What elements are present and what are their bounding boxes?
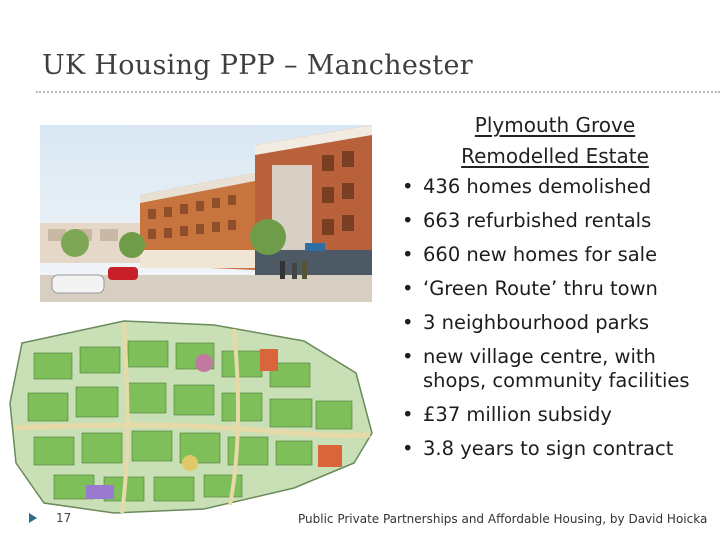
estate-site-plan-image <box>4 313 377 518</box>
bullet-icon: • <box>402 437 414 460</box>
bullet-icon: • <box>402 403 414 426</box>
bullet-icon: • <box>402 175 414 198</box>
facts-list <box>392 175 712 461</box>
list-item: • £37 million subsidy <box>402 403 612 426</box>
estate-heading-line2: Remodelled Estate <box>461 144 649 168</box>
bullet-icon: • <box>402 345 414 368</box>
list-item: • new village centre, with shops, community facilities <box>402 345 690 392</box>
bullet-icon: • <box>402 277 414 300</box>
footer-text: Public Private Partnerships and Affordable Housing, by David Hoicka <box>298 512 708 526</box>
slide-title: UK Housing PPP – Manchester <box>42 50 473 81</box>
list-item: • 3.8 years to sign contract <box>402 437 674 460</box>
bullet-icon: • <box>402 209 414 232</box>
list-item: • 663 refurbished rentals <box>402 209 652 232</box>
slide-number: 17 <box>56 511 72 525</box>
list-item: • ‘Green Route’ thru town <box>402 277 658 300</box>
bullet-icon: • <box>402 311 414 334</box>
estate-facts-panel <box>392 110 712 471</box>
list-item: • 436 homes demolished <box>402 175 652 198</box>
triangle-right-icon <box>28 512 38 527</box>
list-item: • 3 neighbourhood parks <box>402 311 650 334</box>
estate-heading <box>392 110 712 172</box>
bullet-icon: • <box>402 243 414 266</box>
list-item: • 660 new homes for sale <box>402 243 658 266</box>
street-rendering-image <box>40 125 372 302</box>
title-divider <box>36 91 720 93</box>
estate-heading-line1: Plymouth Grove <box>474 113 636 137</box>
